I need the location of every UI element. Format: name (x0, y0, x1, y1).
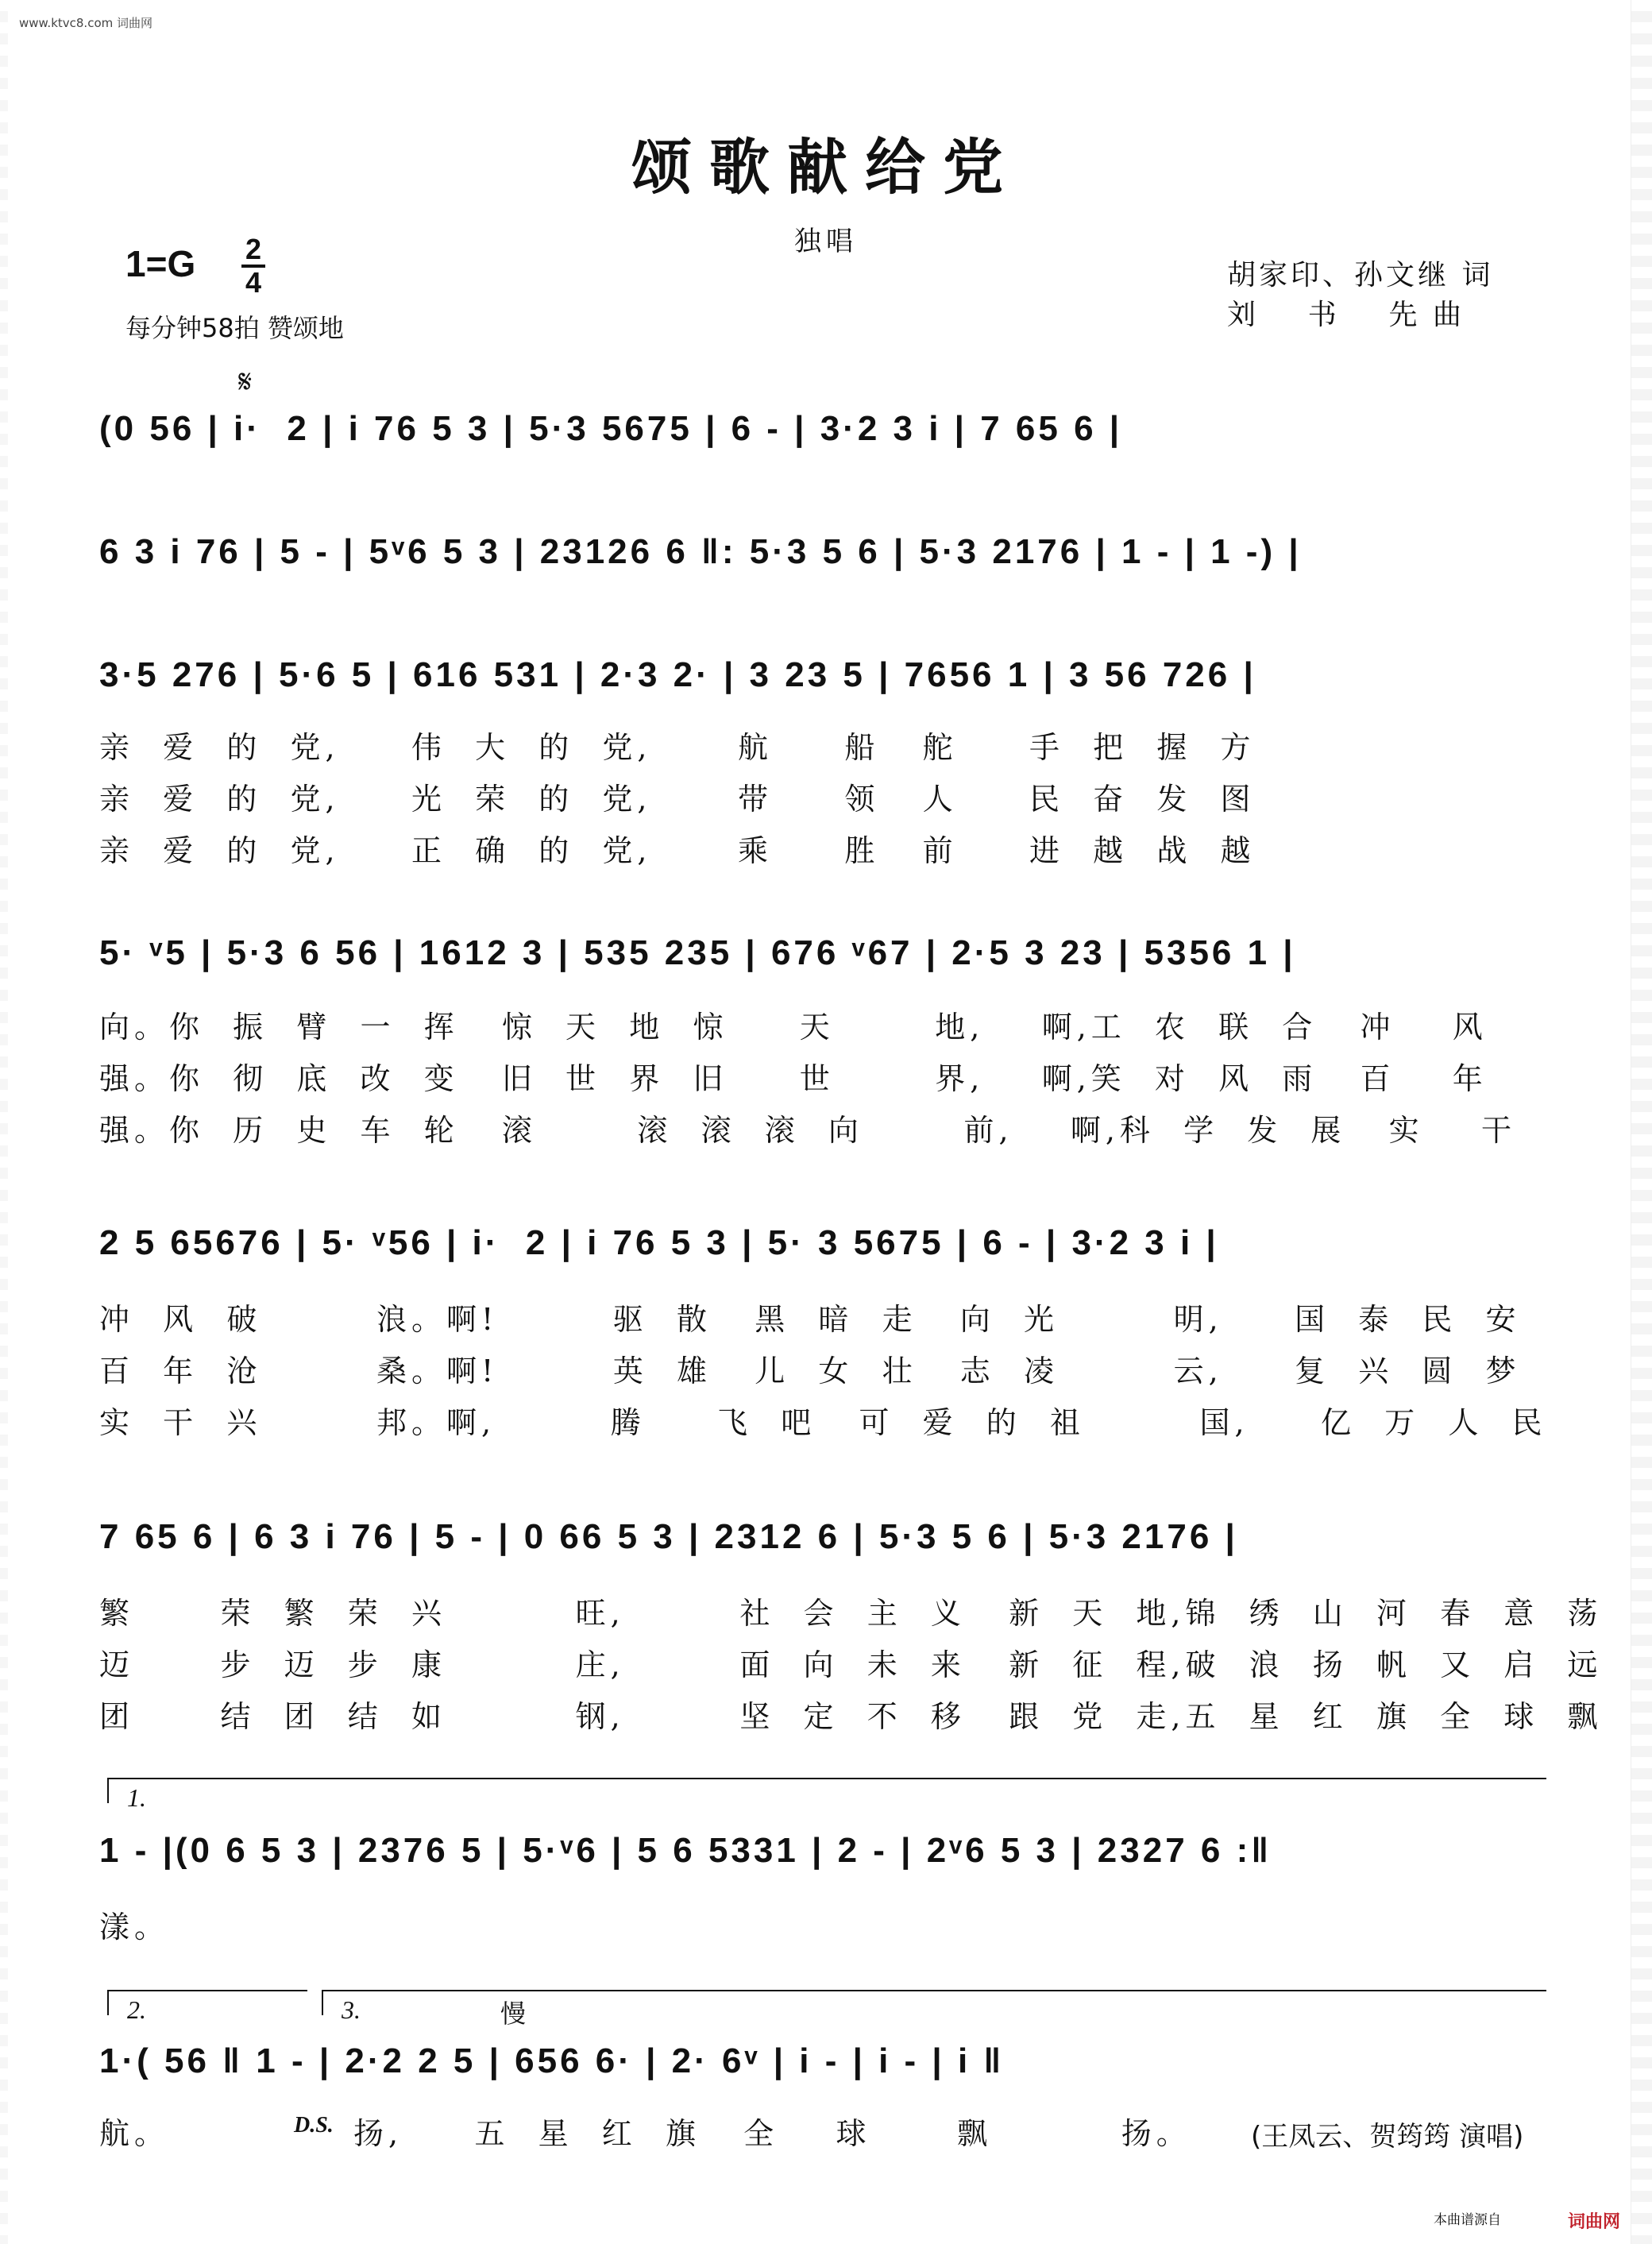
composer-credit: 刘 书 先 曲 (1227, 299, 1465, 331)
system-2 (99, 524, 1553, 635)
ds-marking: D.S. (294, 2113, 334, 2138)
notes-line: 3·5 276 | 5·6 5 | 616 531 | 2·3 2· | 3 23 5 | 7656 1 | 3 56 726 | (99, 655, 1256, 694)
time-top: 2 (245, 233, 262, 265)
left-border (0, 0, 8, 2244)
lyric-line: 百 年 沧 桑。啊! 英 雄 儿 女 壮 志 凌 云, 复 兴 圆 梦 (99, 1354, 1521, 1388)
time-signature (240, 235, 267, 297)
watermark: www.ktvc8.com 词曲网 (19, 16, 153, 30)
song-title: 颂歌献给党 (631, 132, 1021, 203)
lyric-line: 冲 风 破 浪。啊! 驱 散 黑 暗 走 向 光 明, 国 泰 民 安 (99, 1302, 1521, 1337)
lyric-line: 强。你 彻 底 改 变 旧 世 界 旧 世 界, 啊,笑 对 风 雨 百 年 (99, 1061, 1488, 1096)
ending-lyric-line: 扬, 五 星 红 旗 全 球 飘 扬。 (353, 2116, 1191, 2151)
right-border (1631, 0, 1652, 2244)
lyric-line: 强。你 历 史 车 轮 滚 滚 滚 滚 向 前, 啊,科 学 发 展 实 干 (99, 1113, 1516, 1148)
volta-3-label: 3. (342, 1995, 361, 2024)
song-subtitle: 独唱 (794, 226, 858, 257)
notes-line: (0 56 | i· 2 | i 76 5 3 | 5·3 5675 | 6 - | 3·2 3 i | 7 65 6 | (99, 409, 1123, 448)
notes-line: 5· ᵛ5 | 5·3 6 56 | 1612 3 | 535 235 | 676 ᵛ67 | 2·5 3 23 | 5356 1 | (99, 933, 1296, 972)
notes-line: 1·( 56 ‖ 1 - | 2·2 2 5 | 656 6· | 2· 6ᵛ | i - | i - | i ‖ (99, 2041, 1005, 2080)
performers: (王凤云、贺筠筠 演唱) (1251, 2121, 1524, 2153)
lyric-line: 亲 爱 的 党, 光 荣 的 党, 带 领 人 民 奋 发 图 (99, 782, 1256, 817)
notes-line: 6 3 i 76 | 5 - | 5ᵛ6 5 3 | 23126 6 ‖: 5·3 5 6 | 5·3 2176 | 1 - | 1 -) | (99, 532, 1302, 571)
lyricist-credit: 胡家印、孙文继 词 (1227, 259, 1494, 292)
notes-line: 7 65 6 | 6 3 i 76 | 5 - | 0 66 5 3 | 2312 6 | 5·3 5 6 | 5·3 2176 | (99, 1517, 1238, 1556)
notes-line: 1 - |(0 6 5 3 | 2376 5 | 5·ᵛ6 | 5 6 5331 | 2 - | 2ᵛ6 5 3 | 2327 6 :‖ (99, 1831, 1272, 1870)
lyric-line: 团 结 团 结 如 钢, 坚 定 不 移 跟 党 走,五 星 红 旗 全 球 飘 (99, 1699, 1603, 1734)
system-1 (99, 401, 1553, 512)
lyric-line: 繁 荣 繁 荣 兴 旺, 社 会 主 义 新 天 地,锦 绣 山 河 春 意 荡 (99, 1596, 1603, 1631)
volta-bracket-1 (107, 1778, 1546, 1803)
volta-1-label: 1. (127, 1783, 146, 1812)
lyric-line: 向。你 振 臂 一 挥 惊 天 地 惊 天 地, 啊,工 农 联 合 冲 风 (99, 1010, 1488, 1045)
lyric-line: 亲 爱 的 党, 伟 大 的 党, 航 船 舵 手 把 握 方 (99, 730, 1256, 765)
lyric-line: 亲 爱 的 党, 正 确 的 党, 乘 胜 前 进 越 战 越 (99, 833, 1256, 868)
footer-source: 本曲谱源自 (1434, 2212, 1501, 2228)
volta-2-label: 2. (127, 1995, 146, 2024)
lyric-line: 迈 步 迈 步 康 庄, 面 向 未 来 新 征 程,破 浪 扬 帆 又 启 远 (99, 1647, 1603, 1682)
footer-site: 词曲网 (1567, 2212, 1620, 2232)
key-signature: 1=G (125, 243, 196, 284)
lyric-line: 实 干 兴 邦。啊, 腾 飞 吧 可 爱 的 祖 国, 亿 万 人 民 (99, 1405, 1547, 1440)
lyric-line: 航。 (99, 2116, 170, 2151)
notes-line: 2 5 65676 | 5· ᵛ56 | i· 2 | i 76 5 3 | 5· 3 5675 | 6 - | 3·2 3 i | (99, 1223, 1219, 1262)
system-7 (99, 1823, 1553, 1934)
slow-marking: 慢 (500, 1999, 527, 2029)
lyric-line: 漾。 (99, 1910, 170, 1945)
segno-sign: 𝄋 (238, 364, 253, 400)
time-bottom: 4 (245, 266, 262, 299)
tempo-marking: 每分钟58拍 赞颂地 (125, 313, 344, 343)
